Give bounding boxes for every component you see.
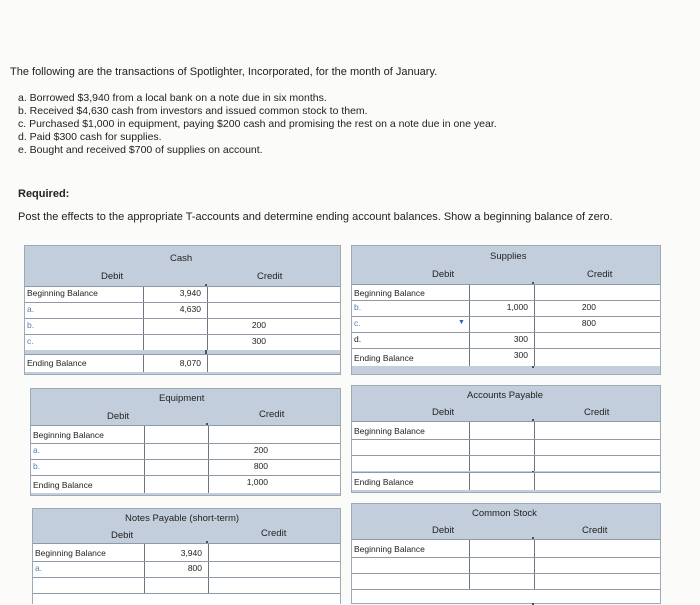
equipment-credit-2[interactable]: 800: [208, 460, 272, 475]
transaction-c: c. Purchased $1,000 in equipment, paying $200 cash and promising the rest on a note due in one year.: [18, 118, 497, 130]
supplies-debit-ending[interactable]: 300: [469, 349, 532, 366]
common-stock-row-beginning: [352, 539, 660, 557]
cash-debit-2[interactable]: [143, 319, 205, 334]
notes-payable-credit-2[interactable]: [208, 578, 272, 593]
notes-payable-title: Notes Payable (short-term): [125, 513, 240, 524]
cash-credit-1[interactable]: [207, 303, 270, 318]
supplies-row-beginning: [352, 284, 660, 300]
cash-label-b[interactable]: b.: [27, 320, 35, 330]
notes-payable-debit-1[interactable]: 800: [144, 562, 206, 577]
equipment-row-beginning: [31, 425, 340, 443]
equipment-title: Equipment: [159, 393, 205, 404]
common-stock-credit-header: Credit: [582, 525, 608, 536]
supplies-row-ending: [352, 348, 660, 366]
cash-credit-2[interactable]: 200: [207, 319, 270, 334]
equipment-credit-0[interactable]: [208, 426, 272, 443]
supplies-debit-header: Debit: [432, 269, 455, 280]
equipment-label-a[interactable]: a.: [33, 445, 41, 455]
notes-payable-row-2: [33, 577, 340, 593]
notes-payable-credit-0[interactable]: [208, 544, 272, 561]
equipment-debit-ending[interactable]: [144, 476, 206, 493]
accounts-payable-row-ending: [352, 472, 660, 490]
supplies-label-d[interactable]: d.: [354, 334, 362, 344]
accounts-payable-credit-header: Credit: [584, 407, 610, 418]
supplies-row-c: [352, 316, 660, 332]
cash-label-ending: Ending Balance: [27, 358, 87, 368]
equipment-debit-0[interactable]: [144, 426, 206, 443]
cash-credit-0[interactable]: [207, 287, 270, 302]
accounts-payable-t-account: [351, 385, 661, 493]
equipment-debit-header: Debit: [107, 411, 130, 422]
notes-payable-debit-2[interactable]: [144, 578, 206, 593]
accounts-payable-debit-header: Debit: [432, 407, 455, 418]
supplies-debit-1[interactable]: 1,000: [469, 301, 532, 316]
cash-debit-header: Debit: [101, 271, 124, 282]
accounts-payable-label-beginning: Beginning Balance: [354, 426, 425, 436]
accounts-payable-row-beginning: [352, 421, 660, 439]
chevron-down-icon[interactable]: ▼: [458, 319, 465, 326]
cash-debit-0[interactable]: 3,940: [143, 287, 205, 302]
accounts-payable-debit-2[interactable]: [469, 456, 532, 471]
equipment-debit-2[interactable]: [144, 460, 206, 475]
common-stock-label-beginning: Beginning Balance: [354, 544, 425, 554]
notes-payable-debit-0[interactable]: 3,940: [144, 544, 206, 561]
common-stock-t-account: [351, 503, 661, 604]
cash-label-a[interactable]: a.: [27, 304, 35, 314]
common-stock-row-2: [352, 573, 660, 589]
cash-credit-ending[interactable]: [207, 355, 270, 372]
common-stock-debit-1[interactable]: [469, 558, 532, 573]
common-stock-row-1: [352, 557, 660, 573]
notes-payable-label-a[interactable]: a.: [35, 563, 43, 573]
common-stock-debit-2[interactable]: [469, 574, 532, 589]
common-stock-debit-0[interactable]: [469, 540, 532, 557]
supplies-row-d: [352, 332, 660, 348]
accounts-payable-debit-1[interactable]: [469, 440, 532, 455]
accounts-payable-row-2: [352, 455, 660, 471]
supplies-credit-0[interactable]: [534, 285, 600, 300]
notes-payable-debit-header: Debit: [111, 530, 134, 541]
equipment-credit-header: Credit: [259, 409, 285, 420]
cash-debit-ending[interactable]: 8,070: [143, 355, 205, 372]
cash-debit-1[interactable]: 4,630: [143, 303, 205, 318]
equipment-debit-1[interactable]: [144, 444, 206, 459]
cash-title: Cash: [170, 253, 193, 264]
supplies-debit-0[interactable]: [469, 285, 532, 300]
equipment-label-beginning: Beginning Balance: [33, 430, 104, 440]
supplies-label-c[interactable]: c.: [354, 318, 361, 328]
accounts-payable-credit-1[interactable]: [534, 440, 600, 455]
equipment-credit-ending[interactable]: 1,000: [208, 476, 272, 493]
notes-payable-row-3: [33, 593, 340, 605]
accounts-payable-debit-0[interactable]: [469, 422, 532, 439]
notes-payable-credit-1[interactable]: [208, 562, 272, 577]
cash-row-ending: [25, 354, 340, 372]
cash-row-b: [25, 318, 340, 334]
supplies-row-b: [352, 300, 660, 316]
equipment-credit-1[interactable]: 200: [208, 444, 272, 459]
cash-row-a: [25, 302, 340, 318]
accounts-payable-credit-0[interactable]: [534, 422, 600, 439]
transaction-b: b. Received $4,630 cash from investors and issued common stock to them.: [18, 105, 368, 117]
common-stock-title: Common Stock: [472, 508, 537, 519]
intro-text: The following are the transactions of Spotlighter, Incorporated, for the month of January.: [10, 66, 438, 78]
supplies-label-b[interactable]: b.: [354, 302, 362, 312]
accounts-payable-title: Accounts Payable: [467, 390, 544, 401]
supplies-debit-3[interactable]: 300: [469, 333, 532, 348]
equipment-row-ending: [31, 475, 340, 493]
common-stock-credit-2[interactable]: [534, 574, 600, 589]
notes-payable-credit-header: Credit: [261, 528, 287, 539]
supplies-title: Supplies: [490, 251, 527, 262]
common-stock-debit-header: Debit: [432, 525, 455, 536]
required-label: Required:: [18, 188, 70, 200]
transaction-e: e. Bought and received $700 of supplies on account.: [18, 144, 263, 156]
common-stock-credit-1[interactable]: [534, 558, 600, 573]
supplies-label-ending: Ending Balance: [354, 353, 414, 363]
post-instruction: Post the effects to the appropriate T-accounts and determine ending account balances. Show a beginning balance of zero.: [18, 211, 613, 223]
transaction-a: a. Borrowed $3,940 from a local bank on a note due in six months.: [18, 92, 327, 104]
notes-payable-t-account: [32, 508, 341, 604]
equipment-t-account: [30, 388, 341, 496]
cash-row-c: [25, 334, 340, 350]
cash-row-beginning: [25, 286, 340, 302]
equipment-row-a: [31, 443, 340, 459]
supplies-label-beginning: Beginning Balance: [354, 288, 425, 298]
common-stock-credit-0[interactable]: [534, 540, 600, 557]
equipment-row-b: [31, 459, 340, 475]
supplies-credit-1[interactable]: 200: [534, 301, 600, 316]
accounts-payable-credit-2[interactable]: [534, 456, 600, 471]
accounts-payable-debit-ending[interactable]: [469, 473, 532, 490]
supplies-credit-3[interactable]: [534, 333, 600, 348]
supplies-credit-2[interactable]: 800: [534, 317, 600, 332]
cash-label-beginning: Beginning Balance: [27, 288, 98, 298]
accounts-payable-row-1: [352, 439, 660, 455]
supplies-t-account: [351, 245, 661, 375]
common-stock-row-3: [352, 589, 660, 603]
cash-credit-3[interactable]: 300: [207, 335, 270, 350]
supplies-credit-header: Credit: [587, 269, 613, 280]
cash-credit-header: Credit: [257, 271, 283, 282]
equipment-label-b[interactable]: b.: [33, 461, 41, 471]
equipment-label-ending: Ending Balance: [33, 480, 93, 490]
transaction-d: d. Paid $300 cash for supplies.: [18, 131, 162, 143]
accounts-payable-label-ending: Ending Balance: [354, 477, 414, 487]
cash-debit-3[interactable]: [143, 335, 205, 350]
notes-payable-row-beginning: [33, 543, 340, 561]
supplies-debit-2[interactable]: [469, 317, 532, 332]
notes-payable-row-a: [33, 561, 340, 577]
supplies-credit-ending[interactable]: [534, 349, 600, 366]
cash-label-c[interactable]: c.: [27, 336, 34, 346]
cash-t-account: [24, 245, 341, 375]
accounts-payable-credit-ending[interactable]: [534, 473, 600, 490]
notes-payable-label-beginning: Beginning Balance: [35, 548, 106, 558]
